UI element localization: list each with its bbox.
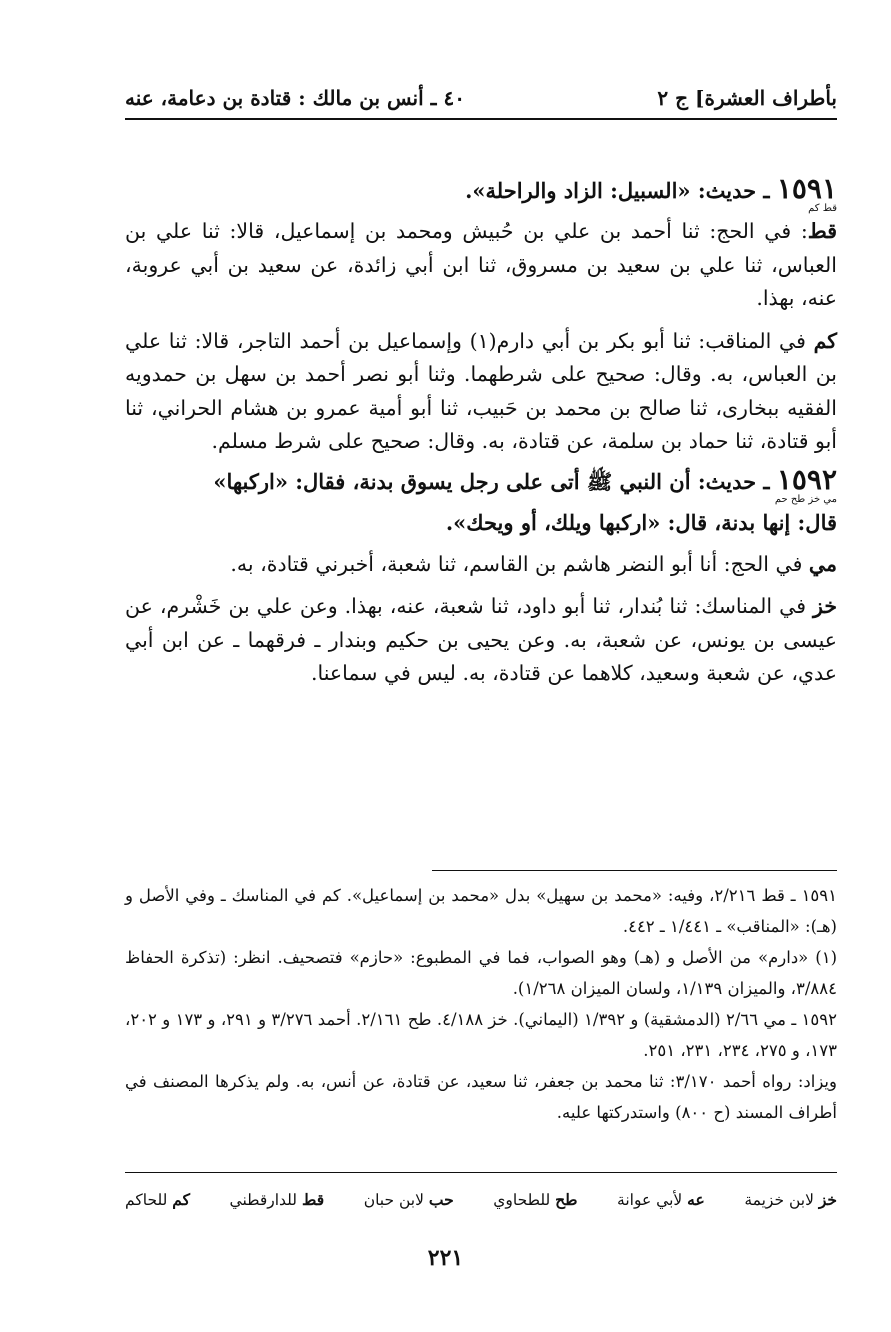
hadith-title-continued: قال: إنها بدنة، قال: «اركبها ويلك، أو ويحك». [445, 509, 837, 535]
abbreviation-item: عه لأبي عوانة [617, 1190, 705, 1209]
source-code: قط [807, 219, 837, 243]
paragraph-text: في الحج: أنا أبو النضر هاشم بن القاسم، ثنا شعبة، أخبرني قتادة، به. [230, 551, 809, 576]
hadith-number: ١٥٩١ [776, 172, 837, 205]
footnote-divider [432, 870, 837, 871]
abbreviations-divider [125, 1172, 837, 1173]
hadith-1592-paragraph-2 [125, 590, 837, 691]
paragraph-text: في المناقب: ثنا أبو بكر بن أبي دارم(١) وإسماعيل بن أحمد التاجر، قالا: ثنا علي بن العباس، به. وقال: صحيح على شرطهما. وثنا أبو نصر أحمد بن سهل بن حمدويه الفقيه ببخارى، ثنا صالح بن محمد بن حَبيب، ثنا أبو أمية عمرو بن هشام الحراني، ثنا أبو قتادة، ثنا حماد بن سلمة، عن قتادة، به. وقال: صحيح على شرط مسلم. [125, 328, 837, 453]
source-code: كم [813, 328, 837, 353]
hadith-1591-paragraph-1 [125, 215, 837, 316]
main-text [125, 172, 837, 691]
source-marks: قط كم [808, 203, 837, 214]
hadith-1591-heading [125, 172, 837, 207]
abbreviation-item: طح للطحاوي [493, 1190, 578, 1209]
hadith-title: ـ حديث: أن النبي ﷺ أتى على رجل يسوق بدنة، فقال: «اركبها» [213, 468, 777, 494]
source-code: خز [813, 594, 837, 618]
footnote: ويزاد: رواه أحمد ٣/١٧٠: ثنا محمد بن جعفر، ثنا سعيد، عن قتادة، عن أنس، به. ولم يذكرها المصنف في أطراف المسند (ح ٨٠٠) واستدركتها عليه. [125, 1072, 837, 1122]
source-marks: مي خز طح حم [774, 493, 837, 505]
abbreviation-item: خز لابن خزيمة [744, 1190, 837, 1209]
book-title: بأطراف العشرة] ج ٢ [657, 86, 837, 110]
footnote: ١٥٩٢ ـ مي ٢/٦٦ (الدمشقية) و ١/٣٩٢ (اليماني). خز ٤/١٨٨. طح ٢/١٦١. أحمد ٣/٢٧٦ و ٢٩١، و ١٧٣ و ٢٠٢، ١٧٣، و ٢٧٥، ٢٣٤، ٢٣١، ٢٥١. [125, 1010, 837, 1060]
hadith-title: ـ حديث: «السبيل: الزاد والراحلة». [465, 178, 777, 203]
abbreviation-item: كم للحاكم [125, 1190, 190, 1209]
page-number: ٢٢١ [427, 1245, 464, 1271]
hadith-number: ١٥٩٢ [776, 462, 837, 496]
paragraph-text: في المناسك: ثنا بُندار، ثنا أبو داود، ثنا شعبة، عنه، بهذا. وعن علي بن خَشْرم، عن عيسى بن يونس، عن شعبة، به. وعن يحيى بن حكيم وبندار ـ فرقهما ـ عن ابن أبي عدي، عن شعبة وسعيد، كلاهما عن قتادة، به. ليس في سماعنا. [125, 594, 837, 685]
hadith-1591-paragraph-2 [125, 325, 837, 459]
hadith-1592-heading [125, 463, 837, 498]
chapter-title: ٤٠ ـ أنس بن مالك : قتادة بن دعامة، عنه [125, 86, 465, 110]
abbreviations-legend [125, 1190, 837, 1209]
abbreviation-item: حب لابن حبان [363, 1190, 454, 1209]
running-header [125, 84, 837, 120]
hadith-1592-paragraph-1 [125, 548, 837, 582]
paragraph-text: : في الحج: ثنا أحمد بن علي بن حُبيش ومحمد بن إسماعيل، قالا: ثنا علي بن العباس، ثنا علي بن سعيد بن مسروق، ثنا ابن أبي زائدة، عن سعيد بن أبي عروبة، عنه، بهذا. [125, 219, 837, 310]
source-code: مي [808, 551, 837, 576]
footnote: ١٥٩١ ـ قط ٢/٢١٦، وفيه: «محمد بن سهيل» بدل «محمد بن إسماعيل». كم في المناسك ـ وفي الأصل و (هـ): «المناقب» ـ ١/٤٤١ ـ ٤٤٢. [125, 886, 838, 936]
footnote: (١) «دارم» من الأصل و (هـ) وهو الصواب، فما في المطبوع: «حازم» فتصحيف. انظر: (تذكرة الحفاظ ٣/٨٨٤، والميزان ١/١٣٩، ولسان الميزان ١/٢٦٨). [125, 948, 837, 998]
abbreviation-item: قط للدارقطني [229, 1190, 325, 1209]
